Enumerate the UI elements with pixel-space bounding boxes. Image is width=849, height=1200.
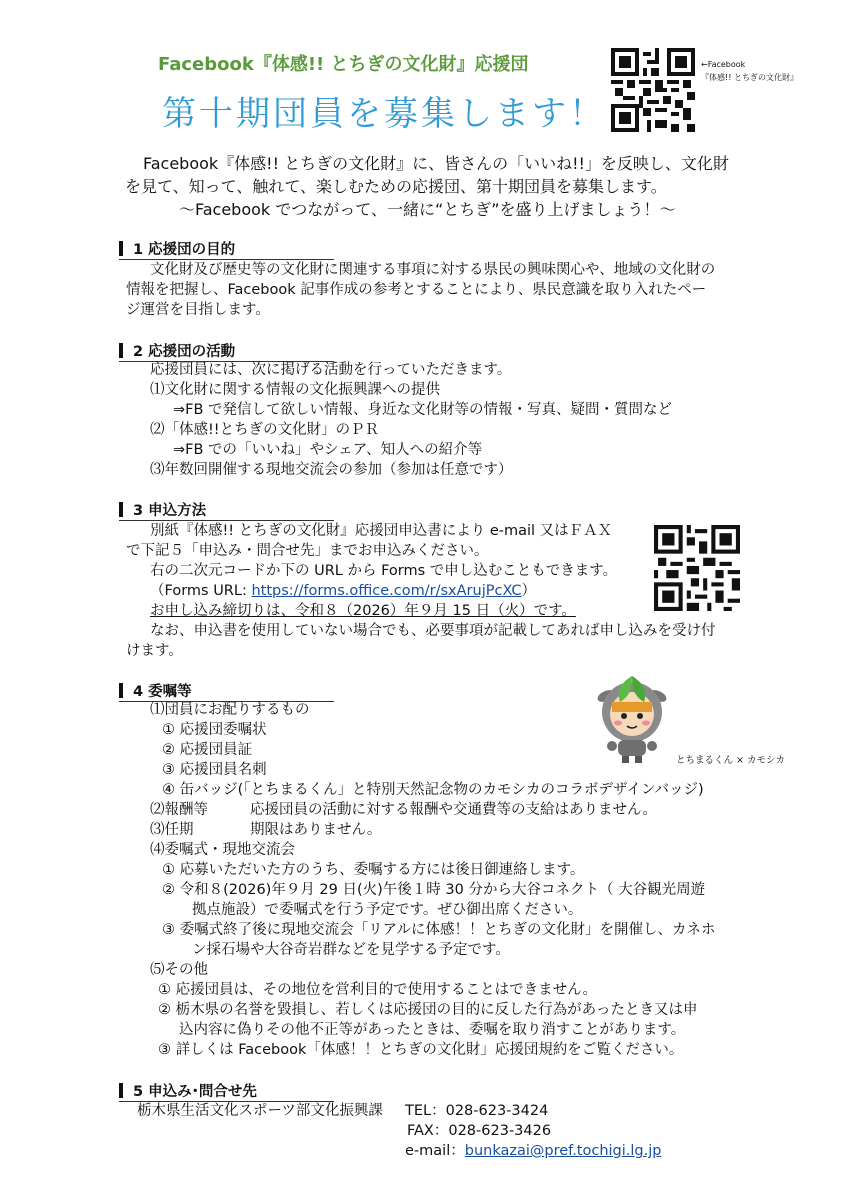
- section-4-subitem: ① 応援団員は、その地位を営利目的で使用することはできません。: [158, 982, 597, 998]
- section-2-item: ⑶年数回開催する現地交流会の参加（参加は任意です）: [150, 462, 513, 478]
- section-3-text: けます。: [126, 643, 183, 659]
- intro-line-2: を見て、知って、触れて、楽しむための応援団、第十期団員を募集します。: [125, 177, 667, 196]
- section-4-subitem: ④ 缶バッジ(「とちまるくん」と特別天然記念物のカモシカのコラボデザインバッジ): [162, 782, 704, 798]
- section-2-heading: 2 応援団の活動: [119, 340, 334, 362]
- mascot-tochimaru-kamoshika-image: [592, 668, 672, 764]
- section-4-item: ⑷委嘱式・現地交流会: [150, 842, 295, 858]
- section-4-subitem: ② 令和８(2026)年９月 29 日(火)午後１時 30 分から大谷コネクト（ 大谷観光周遊: [162, 882, 706, 898]
- mascot-caption: とちまるくん × カモシカ: [676, 755, 785, 766]
- section-4-subitem: ③ 応援団員名刺: [162, 762, 267, 778]
- section-4-subitem: ① 応募いただいた方のうち、委嘱する方には後日御連絡します。: [162, 862, 585, 878]
- contact-fax: FAX：028-623-3426: [407, 1123, 552, 1139]
- page-title: 第十期団員を募集します！: [162, 94, 606, 134]
- section-3-text: で下記５「申込み・問合せ先」までお申込みください。: [126, 543, 489, 559]
- section-4-subitem: ③ 詳しくは Facebook「体感！！とちぎの文化財」応援団規約をご覧ください。: [158, 1042, 684, 1058]
- section-4-subitem: ① 応援団委嘱状: [162, 722, 267, 738]
- section-3-text: 右の二次元コードか下の URL から Forms で申し込むこともできます。: [150, 563, 618, 579]
- facebook-qr-code[interactable]: [611, 48, 695, 132]
- section-3-text: 別紙『体感!! とちぎの文化財』応援団申込書により e-mail 又はＦＡＸ: [150, 523, 613, 539]
- section-3-heading: 3 申込方法: [119, 499, 334, 521]
- contact-email-link[interactable]: bunkazai@pref.tochigi.lg.jp: [464, 1143, 662, 1159]
- section-1-text: 文化財及び歴史等の文化財に関連する事項に対する県民の興味関心や、地域の文化財の: [150, 262, 716, 278]
- section-4-subitem: ② 応援団員証: [162, 742, 253, 758]
- section-4-item: ⑴団員にお配りするもの: [150, 702, 310, 718]
- contact-email-line: e-mail：bunkazai@pref.tochigi.lg.jp: [405, 1143, 662, 1159]
- section-1-heading: 1 応援団の目的: [119, 238, 334, 260]
- forms-url-line: （Forms URL: https://forms.office.com/r/sxArujPcXC）: [150, 583, 536, 599]
- page-subtitle: Facebook『体感!! とちぎの文化財』応援団: [158, 54, 529, 75]
- section-2-subitem: ⇒FB での「いいね」やシェア、知人への紹介等: [173, 442, 483, 458]
- section-4-subitem-cont: 拠点施設）で委嘱式を行う予定です。ぜひ御出席ください。: [192, 902, 583, 918]
- section-2-text: 応援団員には、次に掲げる活動を行っていただきます。: [150, 362, 512, 378]
- section-1-text: ジ運営を目指します。: [126, 302, 270, 318]
- section-4-subitem: ③ 委嘱式終了後に現地交流会「リアルに体感！！とちぎの文化財」を開催し、カネホ: [162, 922, 716, 938]
- forms-url-link[interactable]: https://forms.office.com/r/sxArujPcXC: [251, 583, 522, 599]
- section-3-text: なお、申込書を使用していない場合でも、必要事項が記載してあれば申し込みを受け付: [150, 623, 716, 639]
- section-4-item: ⑶任期: [150, 822, 194, 838]
- section-2-subitem: ⇒FB で発信して欲しい情報、身近な文化財等の情報・写真、疑問・質問など: [173, 402, 673, 418]
- section-4-subitem-cont: 込内容に偽りその他不正等があったときは、委嘱を取り消すことがあります。: [179, 1022, 686, 1038]
- intro-line-3: ～Facebook でつながって、一緒に“とちぎ”を盛り上げましょう！～: [179, 200, 676, 219]
- section-2-item: ⑵「体感!!とちぎの文化財」のＰＲ: [150, 422, 380, 438]
- section-4-heading: 4 委嘱等: [119, 680, 334, 702]
- forms-qr-code[interactable]: [654, 525, 740, 611]
- contact-org: 栃木県生活文化スポーツ部文化振興課: [137, 1103, 383, 1119]
- intro-line-1: Facebook『体感!! とちぎの文化財』に、皆さんの「いいね!!」を反映し、文化財: [143, 154, 729, 173]
- section-4-subitem-cont: ン採石場や大谷奇岩群などを見学する予定です。: [192, 942, 510, 958]
- deadline-text: お申し込み締切りは、令和８（2026）年９月 15 日（火）です。: [150, 603, 576, 619]
- section-5-heading: 5 申込み･問合せ先: [119, 1080, 334, 1102]
- section-4-subitem: ② 栃木県の名誉を毀損し、若しくは応援団の目的に反した行為があったとき又は申: [158, 1002, 698, 1018]
- section-4-item: ⑵報酬等: [150, 802, 208, 818]
- section-4-item-detail: 応援団員の活動に対する報酬や交通費等の支給はありません。: [250, 802, 657, 818]
- section-4-item-detail: 期限はありません。: [250, 822, 382, 838]
- section-2-item: ⑴文化財に関する情報の文化振興課への提供: [150, 382, 440, 398]
- contact-tel: TEL：028-623-3424: [405, 1103, 549, 1119]
- qr-caption: ←Facebook 『体感!! とちぎの文化財』: [701, 60, 798, 82]
- section-1-text: 情報を把握し、Facebook 記事作成の参考とすることにより、県民意識を取り入れたペー: [126, 282, 707, 298]
- section-4-item: ⑸その他: [150, 962, 208, 978]
